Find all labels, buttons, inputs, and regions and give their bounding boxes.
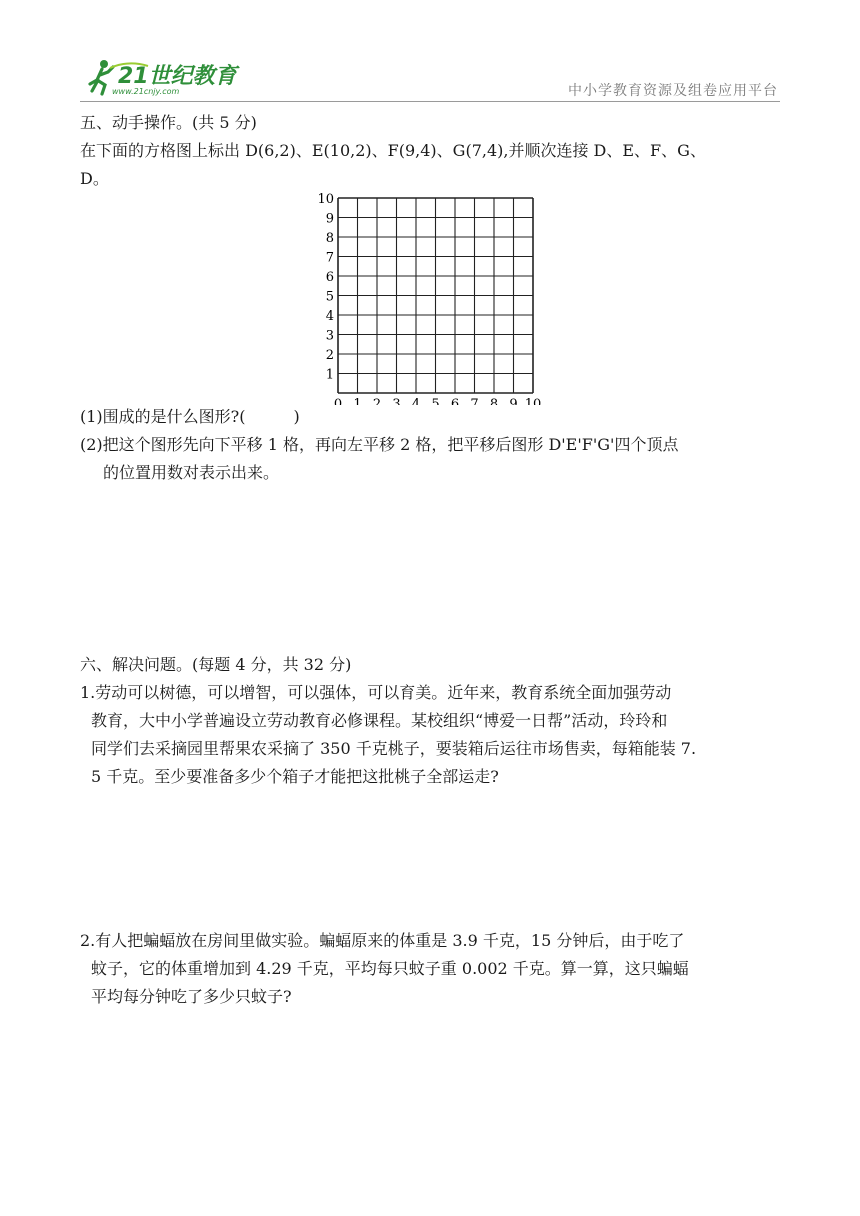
section5-instruction-line2: D。 [80, 169, 109, 188]
x-axis-label: 4 [411, 397, 421, 405]
platform-name: 中小学教育资源及组卷应用平台 [568, 83, 778, 99]
y-axis-label: 8 [325, 231, 334, 246]
question-2-line2: 的位置用数对表示出来。 [103, 463, 280, 482]
x-axis-label: 9 [509, 397, 518, 405]
problem-1-line4: 5 千克。至少要准备多少个箱子才能把这批桃子全部运走? [91, 767, 499, 786]
question-2-line1: (2)把这个图形先向下平移 1 格，再向左平移 2 格，把平移后图形 D'E'F'G'四个顶点 [80, 435, 679, 454]
y-axis-label: 7 [325, 250, 334, 266]
problem-2-line3: 平均每分钟吃了多少只蚊子? [91, 987, 292, 1006]
section5-title: 五、动手操作。(共 5 分) [80, 113, 257, 132]
y-axis-labels [317, 192, 334, 383]
y-axis-label: 2 [325, 348, 334, 363]
problem-1-line2: 教育，大中小学普遍设立劳动教育必修课程。某校组织“博爱一日帮”活动，玲玲和 [91, 711, 668, 730]
coordinate-grid [310, 190, 550, 409]
question-1: (1)围成的是什么图形?( ) [80, 407, 300, 426]
logo-text: 21世纪教育 [118, 64, 237, 89]
x-axis-label: 3 [392, 397, 401, 405]
x-axis-label: 10 [524, 397, 542, 405]
grid-lines [338, 198, 533, 393]
y-axis-label: 4 [325, 309, 334, 324]
x-axis-labels [334, 397, 541, 405]
y-axis-label: 6 [325, 270, 334, 285]
problem-1-line1: 1.劳动可以树德，可以增智，可以强体，可以育美。近年来，教育系统全面加强劳动 [80, 683, 672, 702]
problem-2-line2: 蚊子，它的体重增加到 4.29 千克，平均每只蚊子重 0.002 千克。算一算，这只蝙蝠 [91, 959, 689, 978]
section6-title: 六、解决问题。(每题 4 分，共 32 分) [80, 655, 352, 674]
page-header [0, 0, 860, 105]
x-axis-label: 2 [372, 397, 382, 405]
y-axis-label: 1 [325, 367, 334, 383]
x-axis-label: 0 [333, 397, 343, 405]
x-axis-label: 6 [450, 397, 460, 405]
x-axis-label: 8 [489, 397, 499, 405]
x-axis-label: 5 [431, 397, 440, 405]
section5-instruction-line1: 在下面的方格图上标出 D(6,2)、E(10,2)、F(9,4)、G(7,4),并顺次连接 D、E、F、G、 [80, 141, 706, 160]
y-axis-label: 10 [317, 192, 334, 207]
x-axis-label: 7 [470, 397, 479, 405]
problem-2-line1: 2.有人把蝙蝠放在房间里做实验。蝙蝠原来的体重是 3.9 千克，15 分钟后，由于吃了 [80, 931, 685, 950]
y-axis-label: 3 [325, 328, 334, 344]
logo-url: www.21cnjy.com [112, 87, 180, 96]
y-axis-label: 5 [325, 289, 334, 305]
site-logo [88, 56, 258, 98]
x-axis-label: 1 [353, 397, 362, 405]
y-axis-label: 9 [325, 211, 334, 227]
problem-1-line3: 同学们去采摘园里帮果农采摘了 350 千克桃子，要装箱后运往市场售卖，每箱能装 7. [91, 739, 697, 758]
header-divider [80, 101, 780, 102]
